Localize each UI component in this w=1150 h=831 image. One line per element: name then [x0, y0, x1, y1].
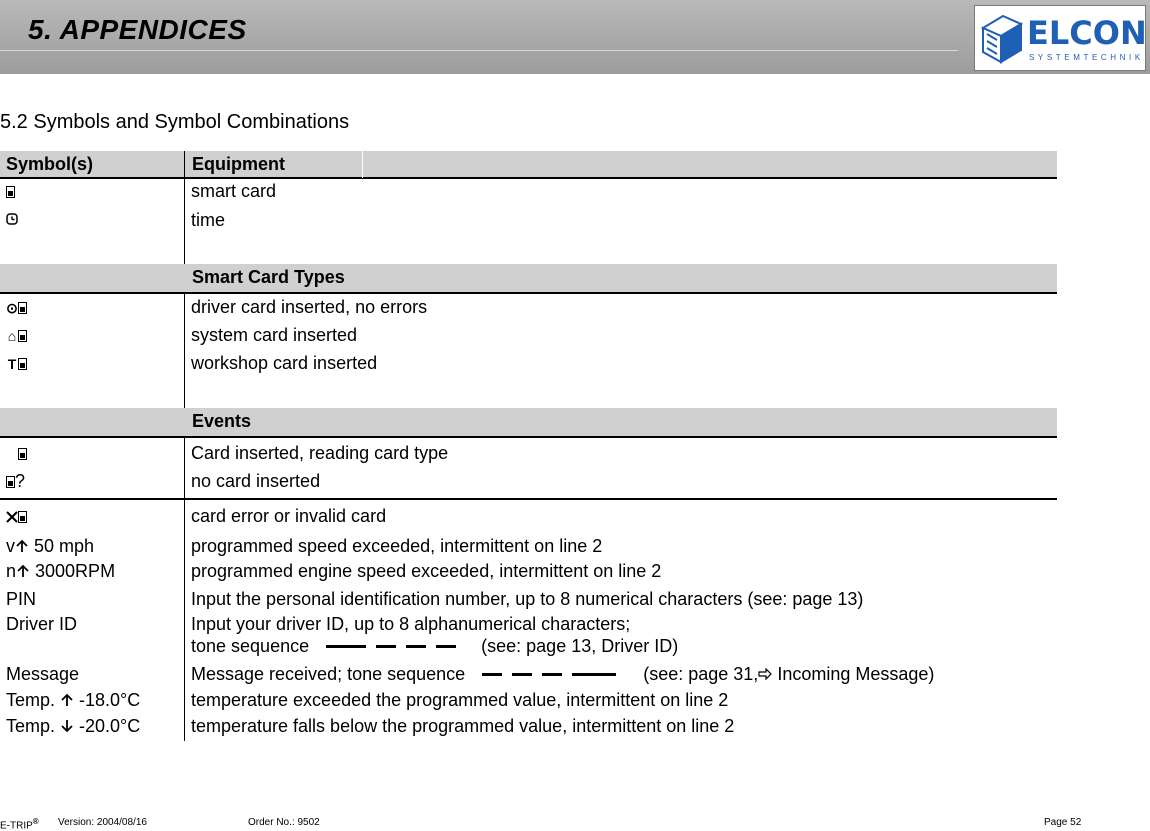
events-header — [0, 408, 1057, 438]
rpm-label: n — [6, 561, 17, 581]
speed-symbol — [6, 536, 94, 557]
section-title: 5.2 Symbols and Symbol Combinations — [0, 111, 350, 133]
symbols-column-header: Symbol(s) — [6, 154, 94, 174]
pin-desc: Input the personal identification number, up to 8 numerical characters (see: page 13) — [191, 589, 864, 609]
smart-card-types-heading: Smart Card Types — [192, 267, 345, 287]
message-symbol: Message — [6, 664, 80, 684]
speed-desc: programmed speed exceeded, intermittent on line 2 — [191, 536, 603, 556]
question-mark: ? — [15, 471, 26, 491]
message-tone-label: Message received; tone sequence — [191, 664, 466, 684]
incoming-message-ref: Incoming Message) — [772, 664, 935, 684]
footer-version: Version: 2004/08/16 — [58, 817, 147, 828]
driver-id-see-ref: (see: page 13, Driver ID) — [481, 636, 679, 656]
system-card-symbol — [6, 325, 27, 346]
system-card-desc: system card inserted — [191, 325, 358, 345]
chapter-title: 5. APPENDICES — [28, 14, 247, 45]
tone-short — [436, 645, 456, 648]
temp-up-value: -18.0°C — [74, 690, 141, 710]
workshop-card-desc: workshop card inserted — [191, 353, 378, 373]
time-symbol — [6, 209, 18, 230]
tone-long — [572, 673, 616, 676]
no-card-symbol — [6, 471, 25, 492]
elcon-logo — [974, 5, 1146, 71]
header-cell-separator — [362, 151, 363, 178]
arrow-up-icon — [15, 539, 29, 553]
temp-down-symbol — [6, 716, 140, 737]
workshop-card-icon: T — [7, 356, 17, 372]
rpm-desc: programmed engine speed exceeded, intermittent on line 2 — [191, 561, 662, 581]
message-see-ref: (see: page 31, — [643, 664, 759, 684]
tone-short — [376, 645, 396, 648]
card-error-desc: card error or invalid card — [191, 506, 387, 526]
driver-id-symbol: Driver ID — [6, 614, 77, 634]
rpm-symbol — [6, 561, 115, 582]
logo-subtitle: SYSTEMTECHNIK — [1029, 53, 1144, 62]
events-divider — [0, 498, 1057, 500]
temp-down-desc: temperature falls below the programmed value, intermittent on line 2 — [191, 716, 735, 736]
pin-symbol: PIN — [6, 589, 37, 609]
smart-card-symbol — [6, 181, 15, 202]
cross-icon — [6, 511, 18, 523]
tone-long — [326, 645, 366, 648]
footer-order: Order No.: 9502 — [248, 817, 320, 828]
events-heading: Events — [192, 411, 252, 431]
arrow-down-icon — [60, 719, 74, 733]
table-header-row — [0, 151, 1057, 179]
product-name: E-TRIP — [0, 820, 33, 831]
clock-icon — [6, 212, 18, 226]
smart-card-icon — [6, 186, 15, 198]
card-error-symbol — [6, 506, 27, 527]
smart-card-icon — [18, 448, 27, 460]
temp-down-value: -20.0°C — [74, 716, 141, 736]
speed-value: 50 mph — [29, 536, 95, 556]
column-divider — [184, 151, 185, 741]
card-inserted-desc: Card inserted, reading card type — [191, 443, 449, 463]
smart-card-icon — [6, 476, 15, 488]
temp-up-label: Temp. — [6, 690, 61, 710]
arrow-right-icon — [758, 668, 772, 680]
tone-pattern-message — [482, 664, 626, 685]
tone-pattern-driver-id — [326, 636, 466, 657]
system-card-icon: ⌂ — [7, 328, 17, 344]
temp-up-desc: temperature exceeded the programmed value, intermittent on line 2 — [191, 690, 729, 710]
footer-page-number: Page 52 — [1044, 817, 1082, 828]
tone-short — [482, 673, 502, 676]
header-divider — [0, 50, 958, 51]
footer-product — [0, 817, 39, 831]
speed-label: v — [6, 536, 15, 556]
driver-id-desc: Input your driver ID, up to 8 alphanumerical characters; — [191, 614, 631, 634]
logo-wordmark: ELCON — [1027, 14, 1147, 52]
workshop-card-symbol — [6, 353, 27, 374]
temp-up-symbol — [6, 690, 140, 711]
equipment-column-header: Equipment — [192, 154, 285, 174]
arrow-up-icon — [16, 564, 30, 578]
registered-mark: ® — [32, 817, 39, 826]
smart-card-icon — [18, 330, 27, 342]
driver-card-symbol — [6, 297, 27, 318]
smart-card-icon — [18, 358, 27, 370]
time-desc: time — [191, 210, 226, 230]
temp-down-label: Temp. — [6, 716, 61, 736]
driver-card-desc: driver card inserted, no errors — [191, 297, 428, 317]
no-card-desc: no card inserted — [191, 471, 321, 491]
message-desc — [191, 664, 934, 685]
card-inserted-symbol — [18, 443, 27, 464]
smart-card-desc: smart card — [191, 181, 277, 201]
driver-id-tone — [191, 636, 678, 657]
tone-short — [406, 645, 426, 648]
smart-card-types-header — [0, 264, 1057, 294]
smart-card-icon — [18, 511, 27, 523]
arrow-up-icon — [60, 693, 74, 707]
tone-short — [542, 673, 562, 676]
rpm-value: 3000RPM — [30, 561, 116, 581]
logo-cube-icon — [979, 10, 1025, 66]
driver-card-icon: ⊙ — [6, 300, 18, 316]
smart-card-icon — [18, 302, 27, 314]
tone-sequence-label: tone sequence — [191, 636, 310, 656]
tone-short — [512, 673, 532, 676]
